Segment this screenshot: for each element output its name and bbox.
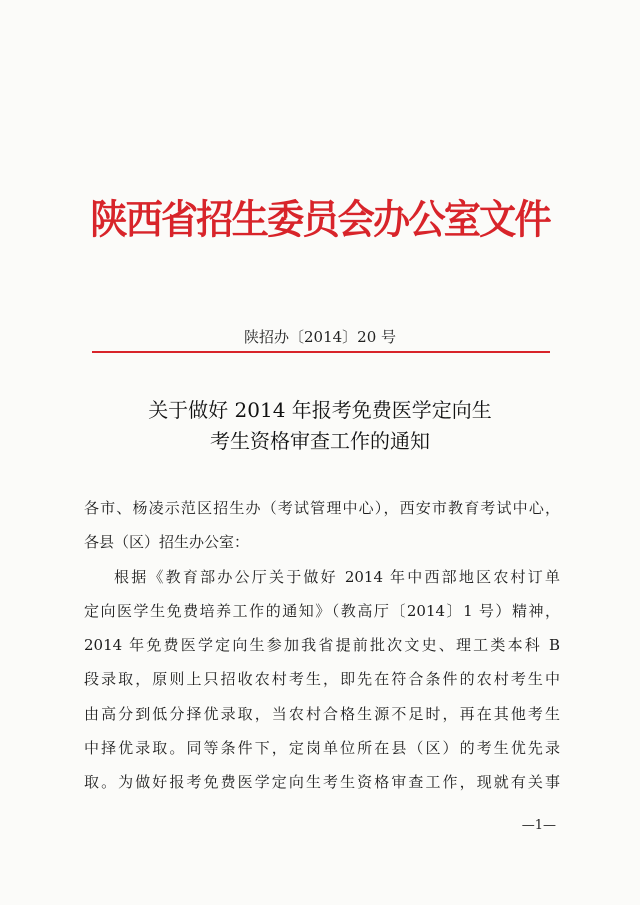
body-line-1: 各市、杨凌示范区招生办（考试管理中心），西安市教育考试中心， [84, 499, 560, 517]
body-line-4: 定向医学生免费培养工作的通知》（教高厅〔2014〕1 号）精神， [84, 602, 560, 620]
body-line-5: 2014 年免费医学定向生参加我省提前批次文史、理工类本科 B [84, 636, 560, 654]
document-header-title: 陕西省招生委员会办公室文件 [90, 197, 550, 243]
body-line-8: 中择优录取。同等条件下，定岗单位所在县（区）的考生优先录 [84, 739, 560, 757]
notice-title-line-2: 考生资格审查工作的通知 [210, 429, 430, 453]
body-line-3: 根据《教育部办公厅关于做好 2014 年中西部地区农村订单 [114, 568, 560, 586]
body-line-2: 各县（区）招生办公室： [84, 533, 250, 551]
body-line-7: 由高分到低分择优录取，当农村合格生源不足时，再在其他考生 [84, 705, 560, 723]
document-number: 陕招办〔2014〕20 号 [243, 328, 397, 346]
page-number: —1— [521, 818, 556, 833]
body-line-9: 取。为做好报考免费医学定向生考生资格审查工作，现就有关事 [84, 773, 560, 791]
body-line-6: 段录取，原则上只招收农村考生，即先在符合条件的农村考生中 [84, 670, 560, 688]
notice-title-line-1: 关于做好 2014 年报考免费医学定向生 [148, 398, 492, 422]
red-divider-line [92, 351, 550, 353]
